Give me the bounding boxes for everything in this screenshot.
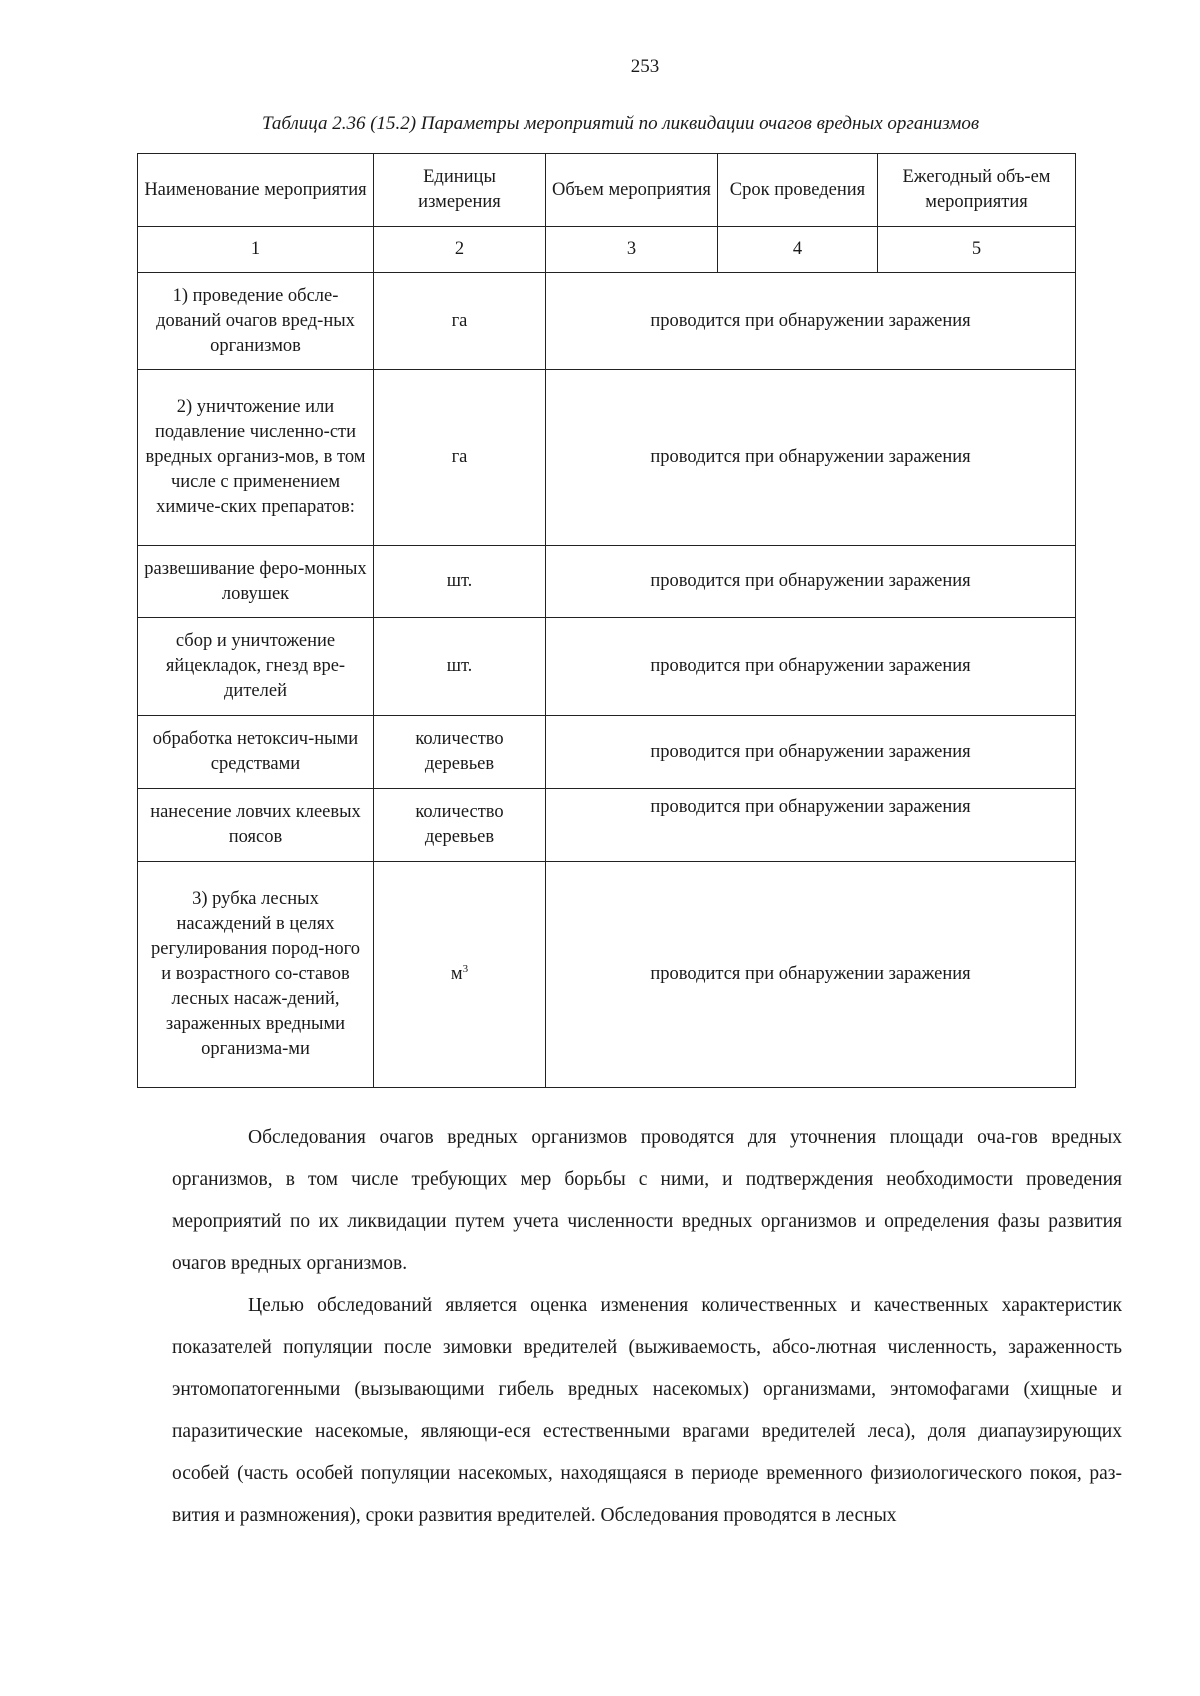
activity-unit: га <box>374 370 546 546</box>
activity-note: проводится при обнаружении заражения <box>546 618 1076 716</box>
activity-note: проводится при обнаружении заражения <box>546 370 1076 546</box>
header-unit: Единицы измерения <box>374 154 546 227</box>
table-caption: Таблица 2.36 (15.2) Параметры мероприятий по ликвидации очагов вредных организмов <box>262 113 980 134</box>
table-row <box>138 370 1076 546</box>
activity-name: 3) рубка лесных насаждений в целях регулирования пород-ного и возрастного со-ставов лесных насаж-дений, зараженных вредными организма-ми <box>138 862 374 1088</box>
activity-note: проводится при обнаружении заражения <box>546 789 1076 862</box>
table-row <box>138 618 1076 716</box>
header-name: Наименование мероприятия <box>138 154 374 227</box>
activity-unit <box>374 862 546 1088</box>
parameters-table <box>137 153 1076 1088</box>
activity-unit: количество деревьев <box>374 716 546 789</box>
table-row <box>138 862 1076 1088</box>
activity-name: обработка нетоксич-ными средствами <box>138 716 374 789</box>
column-number: 2 <box>374 227 546 273</box>
column-number: 3 <box>546 227 718 273</box>
paragraph: Обследования очагов вредных организмов проводятся для уточнения площади оча-гов вредных организмов, в том числе требующих мер борьбы с ними, и подтверждения необходимости проведения мероприятий по их ликвидации путем учета численности вредных организмов и определения фазы развития очагов вредных организмов. <box>172 1127 1122 1274</box>
header-volume: Объем мероприятия <box>546 154 718 227</box>
activity-name: развешивание феро-монных ловушек <box>138 546 374 618</box>
activity-name: 1) проведение обсле-дований очагов вред-ных организмов <box>138 273 374 370</box>
body-text <box>172 1117 1122 1537</box>
paragraph: Целью обследований является оценка изменения количественных и качественных характеристик показателей популяции после зимовки вредителей (выживаемость, абсо-лютная численность, зараженность энтомопатогенными (вызывающими гибель вредных насекомых) организмами, энтомофагами (хищные и паразитические насекомые, являющи-еся естественными врагами вредителей леса), доля диапаузирующих особей (часть особей популяции насекомых, находящаяся в периоде временного физиологического покоя, раз-вития и размножения), сроки развития вредителей. Обследования проводятся в лесных <box>172 1295 1122 1526</box>
header-term: Срок проведения <box>718 154 878 227</box>
activity-note: проводится при обнаружении заражения <box>546 716 1076 789</box>
activity-name: 2) уничтожение или подавление численно-сти вредных организ-мов, в том числе с применением химиче-ских препаратов: <box>138 370 374 546</box>
activity-unit: шт. <box>374 618 546 716</box>
unit-superscript: 3 <box>462 962 469 975</box>
activity-note: проводится при обнаружении заражения <box>546 862 1076 1088</box>
activity-name: сбор и уничтожение яйцекладок, гнезд вре-дителей <box>138 618 374 716</box>
page-number: 253 <box>630 56 660 77</box>
unit-text: м <box>450 964 463 984</box>
activity-note: проводится при обнаружении заражения <box>546 273 1076 370</box>
table-header-row <box>138 154 1076 227</box>
activity-unit: шт. <box>374 546 546 618</box>
table-row <box>138 546 1076 618</box>
activity-unit: га <box>374 273 546 370</box>
table-row <box>138 273 1076 370</box>
table-row <box>138 716 1076 789</box>
activity-unit: количество деревьев <box>374 789 546 862</box>
column-number: 5 <box>878 227 1076 273</box>
column-number: 4 <box>718 227 878 273</box>
activity-name: нанесение ловчих клеевых поясов <box>138 789 374 862</box>
table-row <box>138 789 1076 862</box>
header-annual-volume: Ежегодный объ-ем мероприятия <box>878 154 1076 227</box>
activity-note: проводится при обнаружении заражения <box>546 546 1076 618</box>
column-number: 1 <box>138 227 374 273</box>
column-numbers-row <box>138 227 1076 273</box>
